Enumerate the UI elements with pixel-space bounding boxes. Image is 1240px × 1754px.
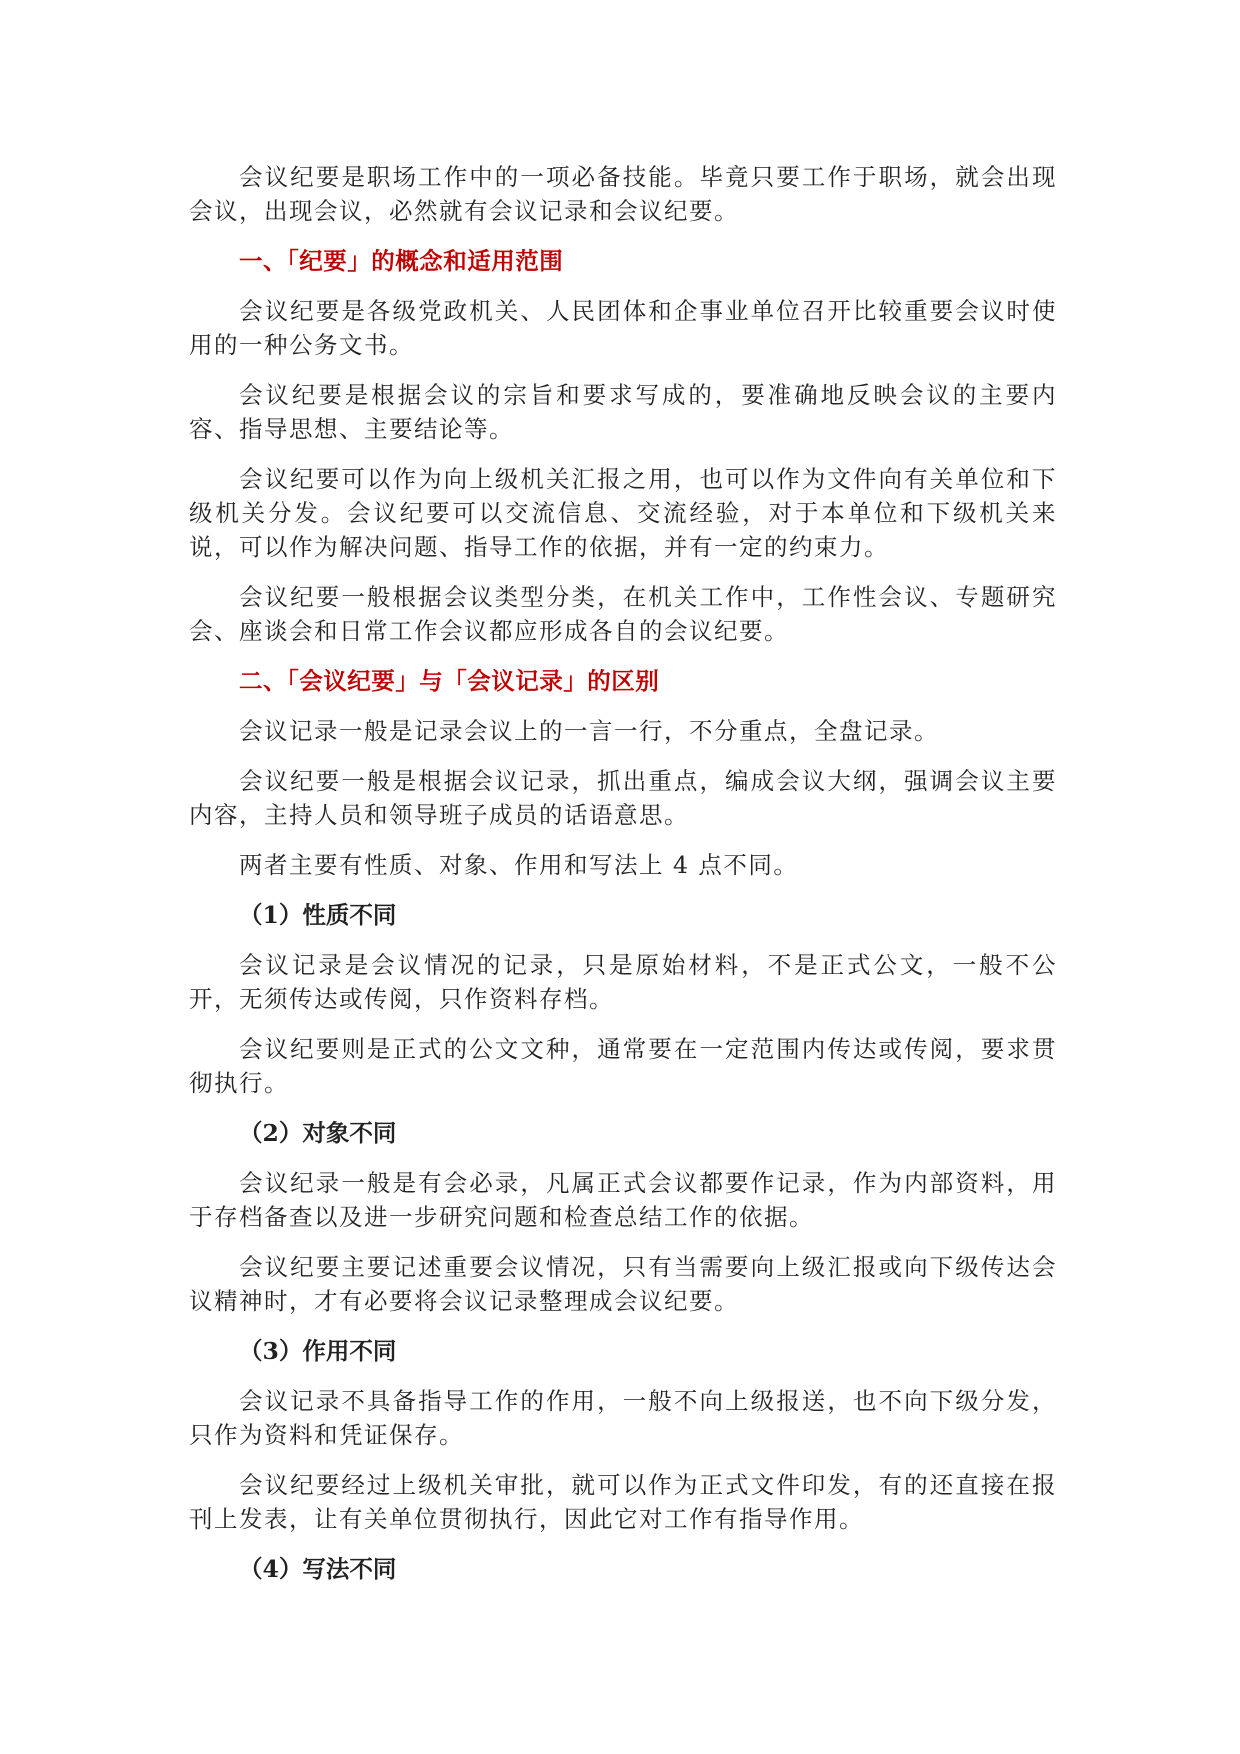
paragraph: 会议纪要可以作为向上级机关汇报之用，也可以作为文件向有关单位和下级机关分发。会议纪要可以交流信息、交流经验，对于本单位和下级机关来说，可以作为解决问题、指导工作的依据，并有一定的约束力。 (189, 465, 1057, 561)
paragraph: 会议纪要一般根据会议类型分类，在机关工作中，工作性会议、专题研究会、座谈会和日常工作会议都应形成各自的会议纪要。 (189, 583, 1057, 645)
document-page (189, 160, 1057, 1602)
subheading-nature: （1）性质不同 (239, 901, 397, 929)
paragraph: 会议记录不具备指导工作的作用，一般不向上级报送，也不向下级分发，只作为资料和凭证保存。 (189, 1387, 1057, 1449)
paragraph-intro: 会议纪要是职场工作中的一项必备技能。毕竟只要工作于职场，就会出现会议，出现会议，必然就有会议记录和会议纪要。 (189, 163, 1057, 225)
paragraph: 会议记录是会议情况的记录，只是原始材料，不是正式公文，一般不公开，无须传达或传阅，只作资料存档。 (189, 951, 1057, 1013)
paragraph: 会议纪要是各级党政机关、人民团体和企事业单位召开比较重要会议时使用的一种公务文书。 (189, 297, 1057, 359)
subheading-function: （3）作用不同 (239, 1337, 397, 1365)
subheading-writing: （4）写法不同 (239, 1555, 397, 1583)
section-heading-concept: 一、「纪要」的概念和适用范围 (239, 247, 564, 275)
paragraph: 会议纪录一般是有会必录，凡属正式会议都要作记录，作为内部资料，用于存档备查以及进一步研究问题和检查总结工作的依据。 (189, 1169, 1057, 1231)
paragraph: 会议纪要主要记述重要会议情况，只有当需要向上级汇报或向下级传达会议精神时，才有必要将会议记录整理成会议纪要。 (189, 1253, 1057, 1315)
paragraph: 会议纪要一般是根据会议记录，抓出重点，编成会议大纲，强调会议主要内容，主持人员和领导班子成员的话语意思。 (189, 767, 1057, 829)
subheading-object: （2）对象不同 (239, 1119, 397, 1147)
paragraph: 会议纪要经过上级机关审批，就可以作为正式文件印发，有的还直接在报刊上发表，让有关单位贯彻执行，因此它对工作有指导作用。 (189, 1471, 1057, 1533)
paragraph: 会议纪要是根据会议的宗旨和要求写成的，要准确地反映会议的主要内容、指导思想、主要结论等。 (189, 381, 1057, 443)
paragraph: 两者主要有性质、对象、作用和写法上 4 点不同。 (239, 851, 799, 879)
section-heading-difference: 二、「会议纪要」与「会议记录」的区别 (239, 667, 660, 695)
paragraph: 会议纪要则是正式的公文文种，通常要在一定范围内传达或传阅，要求贯彻执行。 (189, 1035, 1057, 1097)
paragraph: 会议记录一般是记录会议上的一言一行，不分重点，全盘记录。 (239, 717, 939, 745)
